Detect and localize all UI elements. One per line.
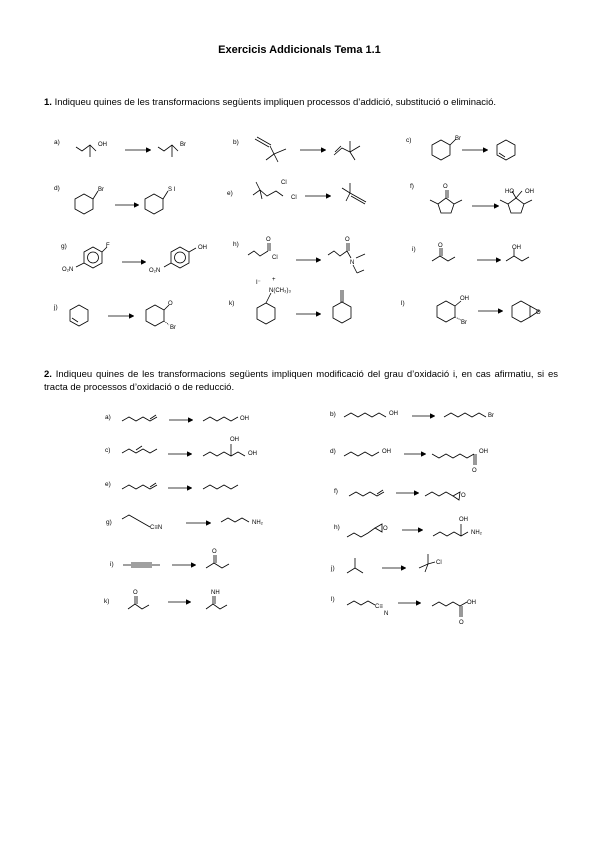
ethyl-bond: [356, 254, 365, 258]
label-2c: c): [105, 447, 111, 454]
question-2-number: 2.: [44, 369, 52, 380]
hexene-chain: [122, 449, 157, 453]
n-label: N: [384, 611, 389, 617]
trimethylammonium-label: N(CH₃)₃: [269, 288, 291, 294]
o-label: O: [212, 549, 217, 555]
ethyl-bond: [357, 270, 364, 273]
label-2d: d): [330, 448, 336, 455]
tbutyl-bond: [266, 154, 274, 160]
iodide-label: I⁻: [256, 280, 261, 286]
cyclohexane-ring: [432, 140, 450, 160]
label-2f: f): [334, 488, 338, 495]
cn-label: C≡N: [150, 525, 163, 531]
alkyne-bond: [350, 193, 366, 202]
label-2b: b): [330, 411, 336, 418]
cyclohexane-ring: [257, 303, 275, 324]
label-1f: f): [410, 183, 414, 190]
label-1e: e): [227, 190, 233, 197]
reaction-2k: [104, 590, 227, 609]
o-label: O: [168, 301, 173, 307]
butanol-bond: [506, 256, 529, 261]
oh-label: OH: [459, 517, 468, 523]
cyclopentanediol-ring: [508, 198, 524, 213]
alkene-double: [136, 446, 142, 450]
methyl-bond: [524, 200, 532, 204]
aminoalcohol-chain: [433, 532, 468, 536]
o-label: O: [438, 243, 443, 249]
oh-label: OH: [198, 245, 207, 251]
acid-chain: [432, 602, 460, 606]
question-2-text: Indiqueu quines de les transformacions següents impliquen modificació del grau d’oxidació i, en cas afirmatiu, si es tracta de processos d’oxidació o de reducció.: [44, 369, 559, 393]
br-label: Br: [461, 320, 467, 326]
o-label: O: [443, 184, 448, 190]
oh-label: OH: [230, 437, 239, 443]
label-1j: j): [54, 304, 58, 311]
reaction-1j: [53, 301, 176, 331]
cyclohexene-ring: [497, 140, 515, 160]
br-label: Br: [180, 142, 186, 148]
epoxide-ring: [375, 524, 382, 532]
chain-bond: [328, 251, 347, 256]
br-bond: [164, 321, 169, 325]
reaction-2i: [110, 549, 229, 568]
oh-bond: [516, 191, 522, 198]
butanone-bond: [432, 256, 455, 261]
acid-chain: [432, 454, 474, 458]
no2-bond: [164, 263, 171, 267]
imine-bond: [206, 604, 227, 609]
question-1-text: Indiqueu quines de les transformacions següents impliquen processos d’addició, substitució o eliminació.: [54, 97, 497, 108]
reaction-2f: [334, 488, 466, 500]
reaction-1d: [54, 185, 176, 214]
label-1c: c): [406, 137, 412, 144]
br-label: Br: [170, 325, 176, 331]
cn-label: C≡: [375, 604, 383, 610]
o-label: O: [461, 493, 466, 499]
oh-label: OH: [240, 416, 249, 422]
tbutyl-bond: [274, 154, 278, 162]
nitrile-chain: [347, 601, 375, 605]
o-label: O: [133, 590, 138, 596]
hexanol-chain: [344, 413, 386, 417]
cl-label: Cl: [436, 560, 442, 566]
nh-label: NH: [211, 590, 220, 596]
chain-bond: [248, 251, 268, 256]
o-label: O: [472, 468, 477, 474]
oh-label: OH: [382, 449, 391, 455]
label-1b: b): [233, 139, 239, 146]
label-2g: g): [106, 519, 112, 526]
epoxide-chain: [425, 492, 453, 496]
reaction-1e: [227, 180, 366, 204]
hexane-chain: [203, 485, 238, 489]
diol-chain: [203, 452, 245, 456]
benzene-ring: [171, 247, 189, 268]
reaction-2b: [330, 411, 494, 419]
reaction-2d: [330, 448, 488, 474]
reaction-1f: [410, 183, 534, 213]
chain-bond: [253, 190, 283, 196]
tbutyl-bond: [342, 188, 350, 193]
label-1a: a): [54, 139, 60, 146]
nh2-label: NH₂: [252, 520, 263, 526]
reaction-1h: [233, 237, 365, 273]
page-title: Exercicis Addicionals Tema 1.1: [218, 44, 381, 56]
tbutyl-bond: [270, 146, 286, 154]
tbutyl-bond: [346, 193, 350, 201]
butanone-bond: [128, 604, 149, 609]
ho-label: HO: [505, 189, 514, 195]
ring-double: [72, 318, 78, 322]
label-2a: a): [105, 414, 111, 421]
nitrile-chain: [122, 515, 150, 527]
label-1d: d): [54, 185, 60, 192]
oh-label: OH: [248, 451, 257, 457]
reaction-1b: [233, 137, 360, 162]
label-2e: e): [105, 481, 111, 488]
aromatic-circle: [175, 252, 186, 263]
f-label: F: [106, 243, 110, 249]
epoxide-ring: [512, 301, 530, 322]
methylenecyclohexane-ring: [333, 302, 351, 323]
bromohexane-chain: [444, 413, 486, 417]
si-label: S I: [168, 187, 176, 193]
reaction-2h: [334, 517, 483, 537]
o-label: O: [266, 237, 271, 243]
label-2l: l): [331, 596, 335, 603]
br-label: Br: [98, 187, 104, 193]
isobutane-bond: [347, 568, 355, 573]
cyclopentanone-ring: [438, 198, 454, 213]
br-label: Br: [455, 136, 461, 142]
question-1-number: 1.: [44, 97, 52, 108]
reaction-1a: [54, 139, 186, 157]
oh-bond: [460, 602, 467, 606]
br-label: Br: [488, 413, 494, 419]
molecule-bromobutane: [158, 145, 178, 151]
oh-label: OH: [512, 245, 521, 251]
label-1g: g): [61, 243, 67, 250]
cl-bond: [428, 562, 435, 564]
methyl-bond: [500, 200, 508, 204]
ethyl-bond: [353, 265, 357, 273]
label-1k: k): [229, 300, 235, 307]
amine-chain: [221, 518, 249, 522]
label-1h: h): [233, 241, 239, 248]
n-bond: [266, 293, 271, 303]
reaction-2j: [330, 554, 442, 573]
methyl-bond: [430, 200, 438, 204]
alkene-bond: [334, 148, 350, 155]
cyclohexane-ring: [145, 194, 163, 214]
o-label: O: [536, 310, 541, 316]
cn-bond: [347, 251, 351, 258]
o-label: O: [383, 526, 388, 532]
reaction-1l: [401, 296, 541, 326]
oh-label: OH: [467, 600, 476, 606]
tbutyl-bond: [350, 152, 355, 160]
reaction-2l: [331, 596, 476, 626]
cyclohexane-ring: [75, 194, 93, 214]
label-2j: j): [331, 565, 335, 572]
oh-label: OH: [479, 449, 488, 455]
epoxide-ring: [453, 492, 460, 500]
reaction-2a: [105, 414, 249, 422]
n-label: N: [350, 260, 355, 266]
o-label: O: [459, 620, 464, 626]
cyclohexane-ring: [437, 301, 455, 322]
oh-label: OH: [98, 142, 107, 148]
o-label: O: [345, 237, 350, 243]
o2n-label: O₂N: [149, 268, 161, 274]
aromatic-circle: [88, 252, 99, 263]
methyl-bond: [454, 200, 462, 204]
nh2-label: NH₂: [471, 530, 482, 536]
hexanol-chain: [203, 417, 238, 421]
cl-label: Cl: [291, 195, 297, 201]
label-1l: l): [401, 300, 405, 307]
reaction-1c: [406, 136, 515, 160]
tbutyl-bond: [256, 182, 260, 190]
reaction-2e: [105, 481, 238, 489]
tbutyl-bond: [350, 146, 360, 152]
oh-label: OH: [525, 189, 534, 195]
label-1i: i): [412, 246, 416, 253]
reaction-2g: [106, 515, 264, 531]
cl-label: Cl: [272, 255, 278, 261]
cl-label: Cl: [281, 180, 287, 186]
o2n-label: O₂N: [62, 267, 74, 273]
hexanol-chain: [344, 452, 379, 456]
cyclohexene-ring: [70, 305, 88, 326]
oh-bond: [189, 248, 196, 252]
butanone-bond: [206, 563, 229, 568]
reaction-2c: [105, 437, 257, 457]
oh-label: OH: [460, 296, 469, 302]
epoxide-chain: [347, 528, 375, 537]
reaction-1k: [229, 277, 351, 324]
label-2k: k): [104, 598, 110, 605]
oh-label: OH: [389, 411, 398, 417]
plus-label: +: [272, 277, 276, 283]
benzene-ring: [84, 247, 102, 268]
reaction-1g: [61, 243, 207, 274]
label-2i: i): [110, 561, 114, 568]
reaction-1i: [412, 243, 529, 261]
label-2h: h): [334, 524, 340, 531]
molecule-butanol: [76, 145, 96, 151]
no2-bond: [76, 263, 84, 267]
cyclohexane-ring: [146, 305, 164, 326]
isobutane-bond: [355, 568, 363, 573]
